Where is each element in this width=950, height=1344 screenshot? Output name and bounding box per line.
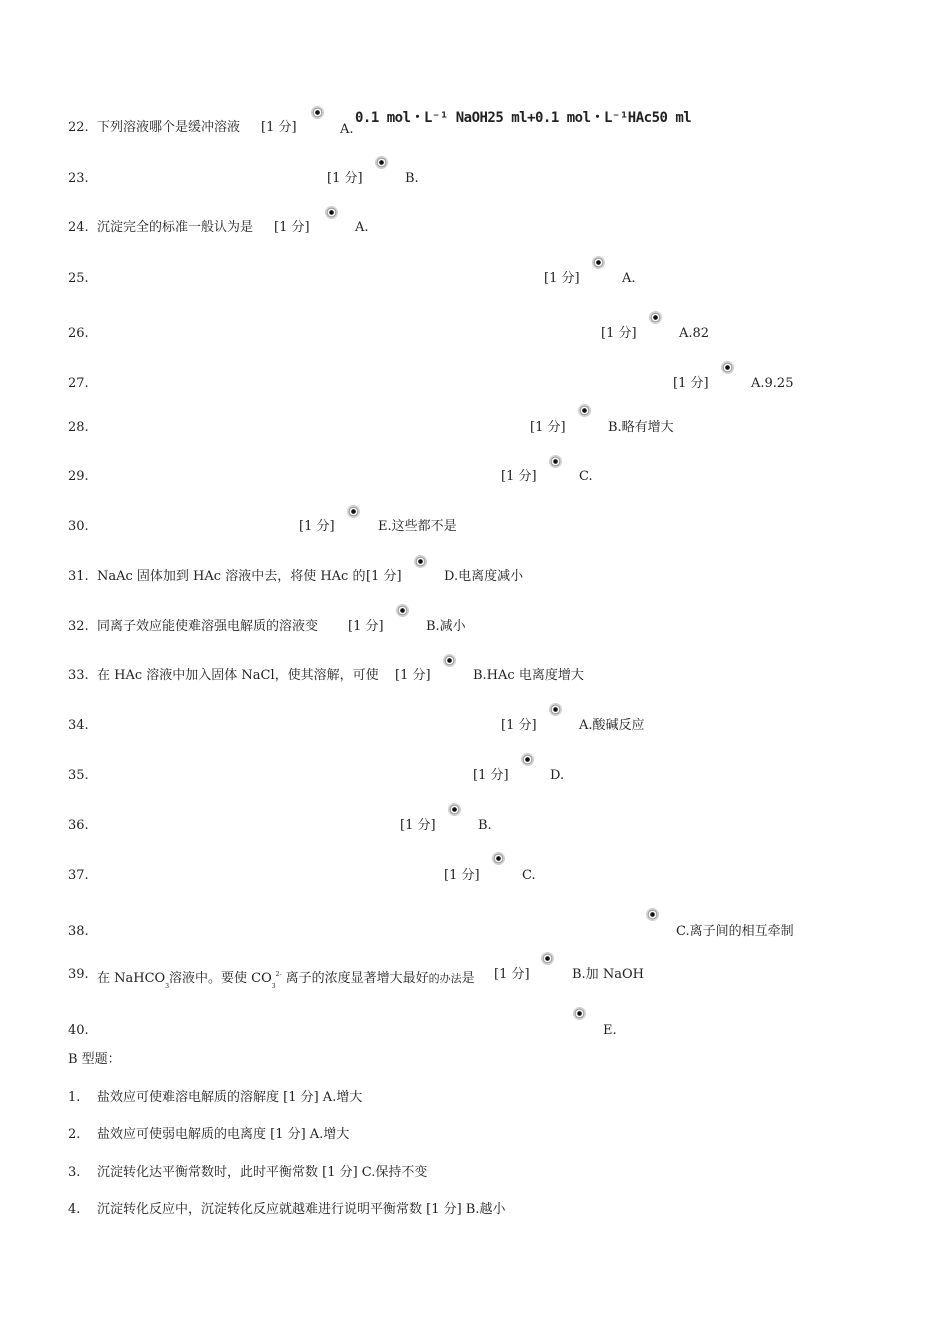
question-number: 26. [68,326,89,341]
question-score: [1 分] [601,326,637,341]
radio-selected-icon[interactable] [542,953,553,964]
question-score: [1 分] [348,619,384,634]
question-number: 35. [68,768,89,783]
question-score: [1 分] [501,718,537,733]
answer-option: C.离子间的相互牵制 [676,924,794,939]
question-text: 在 NaHCO$_3$溶液中。要使 $CO_3^{2-}$ 离子的浓度显著增大最好的办法是 [97,971,475,990]
answer-option: B.略有增大 [608,420,674,435]
radio-selected-icon[interactable] [579,405,590,416]
question-score: [1 分] [494,967,530,982]
question-number: 23. [68,171,89,186]
answer-option: D.电离度减小 [444,569,524,584]
question-score: [1 分] [366,569,402,584]
radio-selected-icon[interactable] [493,853,504,864]
question-score: [1 分] [673,376,709,391]
answer-option: A.82 [679,326,710,341]
question-number: 31. [68,569,89,584]
section-title: B 型题： [68,1052,121,1067]
answer-option: B.加 NaOH [572,967,644,982]
question-number: 24. [68,220,89,235]
radio-selected-icon[interactable] [415,556,426,567]
question-score: [1 分] [444,868,480,883]
question-number: 40. [68,1023,89,1038]
question-score: [1 分] [395,668,431,683]
answer-option: B.HAc 电离度增大 [473,668,584,683]
question-number: 32. [68,619,89,634]
question-number: 38. [68,924,89,939]
answer-option: B.减小 [426,619,466,634]
radio-selected-icon[interactable] [550,704,561,715]
question-number: 27. [68,376,89,391]
question-score: [1 分] [299,519,335,534]
answer-option: A.酸碱反应 [579,718,645,733]
radio-selected-icon[interactable] [444,655,455,666]
answer-option: E. [603,1023,617,1038]
b-question-number: 1. [68,1090,81,1105]
question-score: [1 分] [261,120,297,135]
question-number: 25. [68,271,89,286]
b-question-number: 3. [68,1165,81,1180]
answer-option: A. [355,220,369,235]
answer-option: B. [405,171,419,186]
question-number: 34. [68,718,89,733]
question-text: 下列溶液哪个是缓冲溶液 [97,120,241,135]
question-score: [1 分] [400,818,436,833]
radio-selected-icon[interactable] [312,107,323,118]
question-score: [1 分] [327,171,363,186]
question-number: 22. [68,120,89,135]
radio-selected-icon[interactable] [550,456,561,467]
question-score: [1 分] [501,469,537,484]
question-text: 沉淀完全的标准一般认为是 [97,220,254,235]
answer-option: C. [522,868,536,883]
radio-selected-icon[interactable] [722,362,733,373]
radio-selected-icon[interactable] [574,1008,585,1019]
radio-selected-icon[interactable] [593,257,604,268]
answer-option: A. [340,122,354,137]
question-score: [1 分] [544,271,580,286]
answer-option: A. [622,271,636,286]
b-question-text: 盐效应可使弱电解质的电离度 [1 分] A.增大 [97,1127,350,1142]
question-number: 33. [68,668,89,683]
question-number: 39. [68,967,89,982]
radio-selected-icon[interactable] [326,207,337,218]
radio-selected-icon[interactable] [449,804,460,815]
b-question-text: 盐效应可使难溶电解质的溶解度 [1 分] A.增大 [97,1090,363,1105]
radio-selected-icon[interactable] [647,909,658,920]
radio-selected-icon[interactable] [376,157,387,168]
question-text: 在 HAc 溶液中加入固体 NaCl，使其溶解，可使 [97,668,379,683]
question-text: 同离子效应能使难溶强电解质的溶液变 [97,619,319,634]
question-text: NaAc 固体加到 HAc 溶液中去，将使 HAc 的 [97,569,366,584]
radio-selected-icon[interactable] [348,506,359,517]
answer-option: E.这些都不是 [378,519,457,534]
b-question-text: 沉淀转化达平衡常数时，此时平衡常数 [1 分] C.保持不变 [97,1165,428,1180]
b-question-number: 4. [68,1202,81,1217]
question-number: 30. [68,519,89,534]
answer-option: D. [550,768,565,783]
b-question-number: 2. [68,1127,81,1142]
question-number: 29. [68,469,89,484]
question-number: 37. [68,868,89,883]
question-number: 28. [68,420,89,435]
radio-selected-icon[interactable] [522,754,533,765]
question-score: [1 分] [274,220,310,235]
question-score: [1 分] [530,420,566,435]
answer-option: A.9.25 [751,376,794,391]
radio-selected-icon[interactable] [650,312,661,323]
question-score: [1 分] [473,768,509,783]
answer-option: C. [579,469,593,484]
question-number: 36. [68,818,89,833]
b-question-text: 沉淀转化反应中，沉淀转化反应就越难进行说明平衡常数 [1 分] B.越小 [97,1202,506,1217]
radio-selected-icon[interactable] [397,605,408,616]
answer-option: B. [478,818,492,833]
answer-formula: 0.1 mol・L⁻¹ NaOH25 ml+0.1 mol・L⁻¹HAc50 ml [355,110,692,126]
